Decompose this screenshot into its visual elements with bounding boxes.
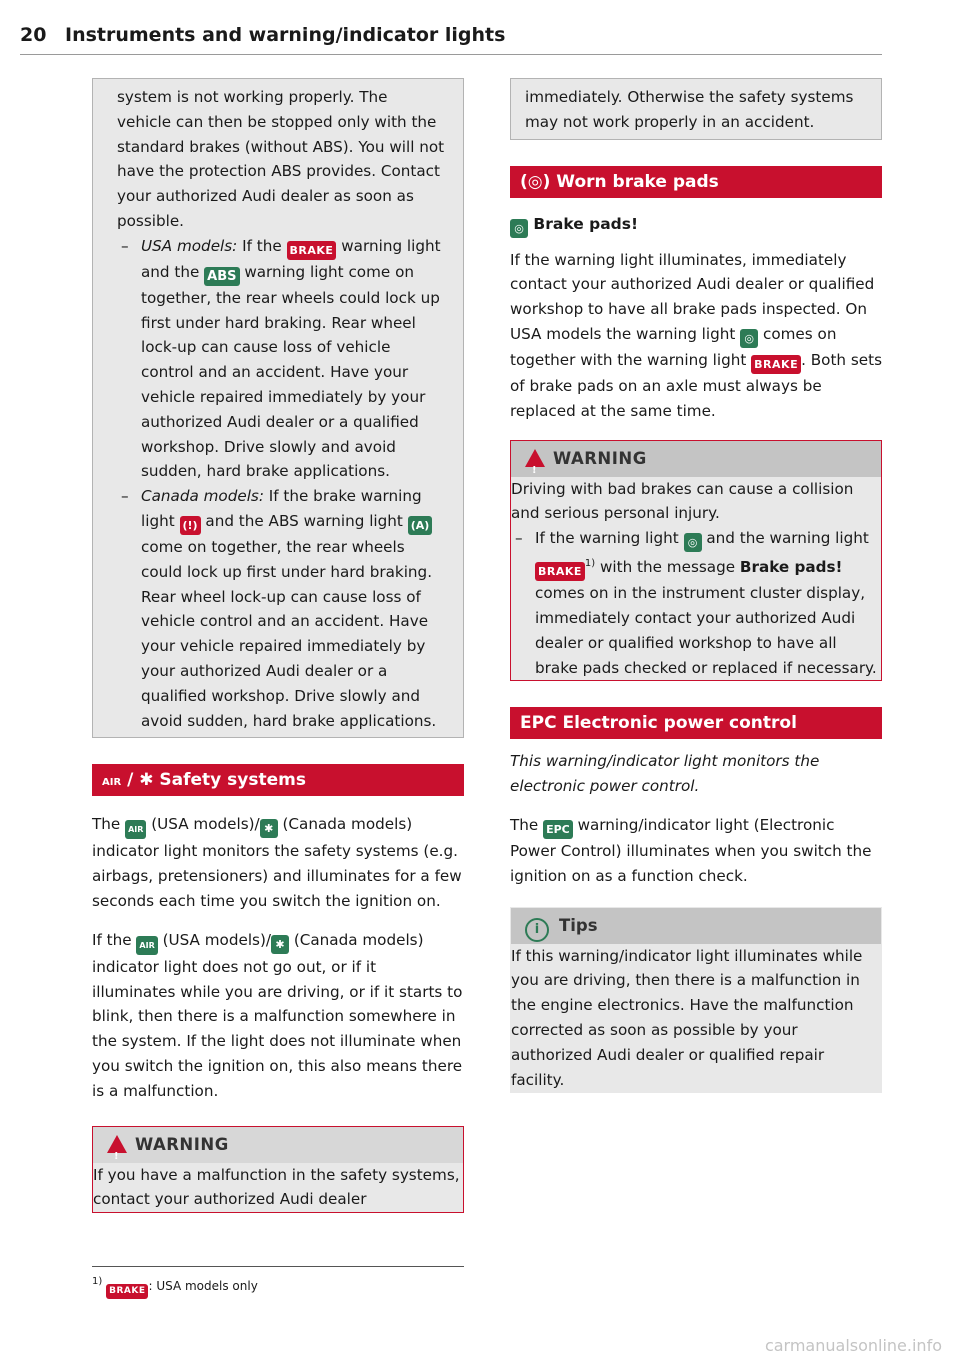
- brake-warning-icon-footnote: BRAKE: [106, 1284, 148, 1299]
- safety-warning-continued-text: immediately. Otherwise the safety systems may not work properly in an accident.: [525, 88, 854, 131]
- abs-intro-text: system is not working properly. The vehicle can then be stopped only with the standard brakes (without ABS). You will not have the protection ABS provides. Contact your authorized Audi dealer as soon as possible.: [117, 88, 445, 230]
- watermark: carmanualsonline.info: [764, 1336, 942, 1355]
- brake-pad-indicator-icon: ◎: [510, 219, 528, 238]
- worn-brake-pads-heading: (◎) Worn brake pads: [510, 166, 882, 198]
- abs-warning-continued-box: [92, 78, 464, 738]
- brake-pads-subhead: ◎ Brake pads!: [510, 212, 882, 238]
- epc-icon: EPC: [520, 713, 557, 734]
- right-column: [510, 78, 882, 1093]
- safety-systems-heading: AIR / ✱ Safety systems: [92, 764, 464, 796]
- brake-warning-icon-3: BRAKE: [535, 562, 585, 581]
- warning-triangle-icon-2: !: [525, 449, 545, 467]
- airbag-indicator-icon: AIR: [125, 820, 146, 839]
- abs-warning-icon: ABS: [204, 267, 239, 286]
- abs-circle-icon: (A): [408, 516, 433, 535]
- safety-systems-paragraph-2: If the AIR (USA models)/ ✱ (Canada models) indicator light does not go out, or if it illuminates while you are driving, or if it starts to blink, then there is a malfunction somewhere in the system. If the light does not illuminate when you switch the ignition on, this also means there is a malfunction.: [92, 930, 463, 1100]
- footnote: $^{1)}$ BRAKE : USA models only: [92, 1276, 258, 1299]
- epc-intro: This warning/indicator light monitors the electronic power control.: [510, 752, 820, 796]
- safety-warning-text: If you have a malfunction in the safety systems, contact your authorized Audi dealer: [93, 1165, 460, 1209]
- seatbelt-icon: ✱: [139, 770, 154, 791]
- tips-header: i Tips: [511, 908, 881, 944]
- info-icon: i: [525, 918, 549, 942]
- brake-warning-icon-2: BRAKE: [751, 355, 801, 374]
- usa-models-item: – USA models: If the BRAKE warning light and the ABS warning light come on together, the rear wheels could lock up first under hard braking. Rear wheel lock-up can cause loss of vehicle control and an accident. Have your vehicle repaired immediately by your authorized Audi dealer or a qualified workshop. Drive slowly and avoid sudden, hard brake applications.: [117, 234, 445, 484]
- brake-warning-item: – If the warning light ◎ and the warning light BRAKE$^{1)}$ with the message Brake pads! comes on in the instrument cluster display, immediately contact your authorized Audi dealer or qualified workshop to have all brake pads checked or replaced if necessary.: [511, 526, 881, 680]
- brake-warning-text: Driving with bad brakes can cause a collision and serious personal injury.: [511, 479, 854, 523]
- warning-header: ! WARNING: [93, 1127, 463, 1163]
- epc-heading: EPC Electronic power control: [510, 707, 882, 739]
- brake-pads-paragraph: If the warning light illuminates, immediately contact your authorized Audi dealer or qualified workshop to have all brake pads inspected. On USA models the warning light ◎ comes on together with the warning light BRAKE . Both sets of brake pads on an axle must always be replaced at the same time.: [510, 250, 882, 420]
- warning-triangle-icon: !: [107, 1135, 127, 1153]
- safety-warning-continued-box: [510, 78, 882, 140]
- brake-pads-warning-box: [510, 440, 882, 682]
- brake-pad-icon: (◎): [520, 171, 551, 192]
- safety-systems-paragraph-1: The AIR (USA models)/ ✱ (Canada models) indicator light monitors the safety systems (e.g. airbags, pretensioners) and illuminates for a few seconds each time you switch the ignition on.: [92, 815, 462, 910]
- footnote-rule: [92, 1266, 464, 1267]
- brake-pad-indicator-icon-2: ◎: [740, 329, 758, 348]
- brake-warning-icon: BRAKE: [287, 241, 337, 260]
- page-number: 20: [20, 24, 47, 46]
- page-title: Instruments and warning/indicator lights: [65, 24, 506, 46]
- safety-warning-box: [92, 1126, 464, 1214]
- page-header: [20, 24, 882, 55]
- left-column: [92, 78, 464, 1213]
- brake-pad-indicator-icon-3: ◎: [684, 533, 702, 552]
- brake-circle-icon: (!): [180, 516, 201, 535]
- tips-text: If this warning/indicator light illuminates while you are driving, then there is a malfunction in the engine electronics. Have the malfunction corrected as soon as possible by your authorized Audi dealer or qualified repair facility.: [511, 946, 863, 1089]
- epc-indicator-icon: EPC: [543, 820, 573, 839]
- canada-safety-indicator-icon: ✱: [260, 819, 278, 838]
- canada-models-item: – Canada models: If the brake warning light (!) and the ABS warning light (A) come on together, the rear wheels could lock up first under hard braking. Rear wheel lock-up can cause loss of vehicle control and an accident. Have your vehicle repaired immediately by your authorized Audi dealer or a qualified workshop. Drive slowly and avoid sudden, hard brake applications.: [117, 484, 445, 733]
- warning-header-2: ! WARNING: [511, 441, 881, 477]
- tips-box: [510, 907, 882, 1094]
- airbag-indicator-icon-2: AIR: [136, 936, 157, 955]
- epc-paragraph: The EPC warning/indicator light (Electronic Power Control) illuminates when you switch the ignition on as a function check.: [510, 815, 872, 885]
- airbag-icon: AIR: [102, 777, 122, 789]
- canada-safety-indicator-icon-2: ✱: [271, 935, 289, 954]
